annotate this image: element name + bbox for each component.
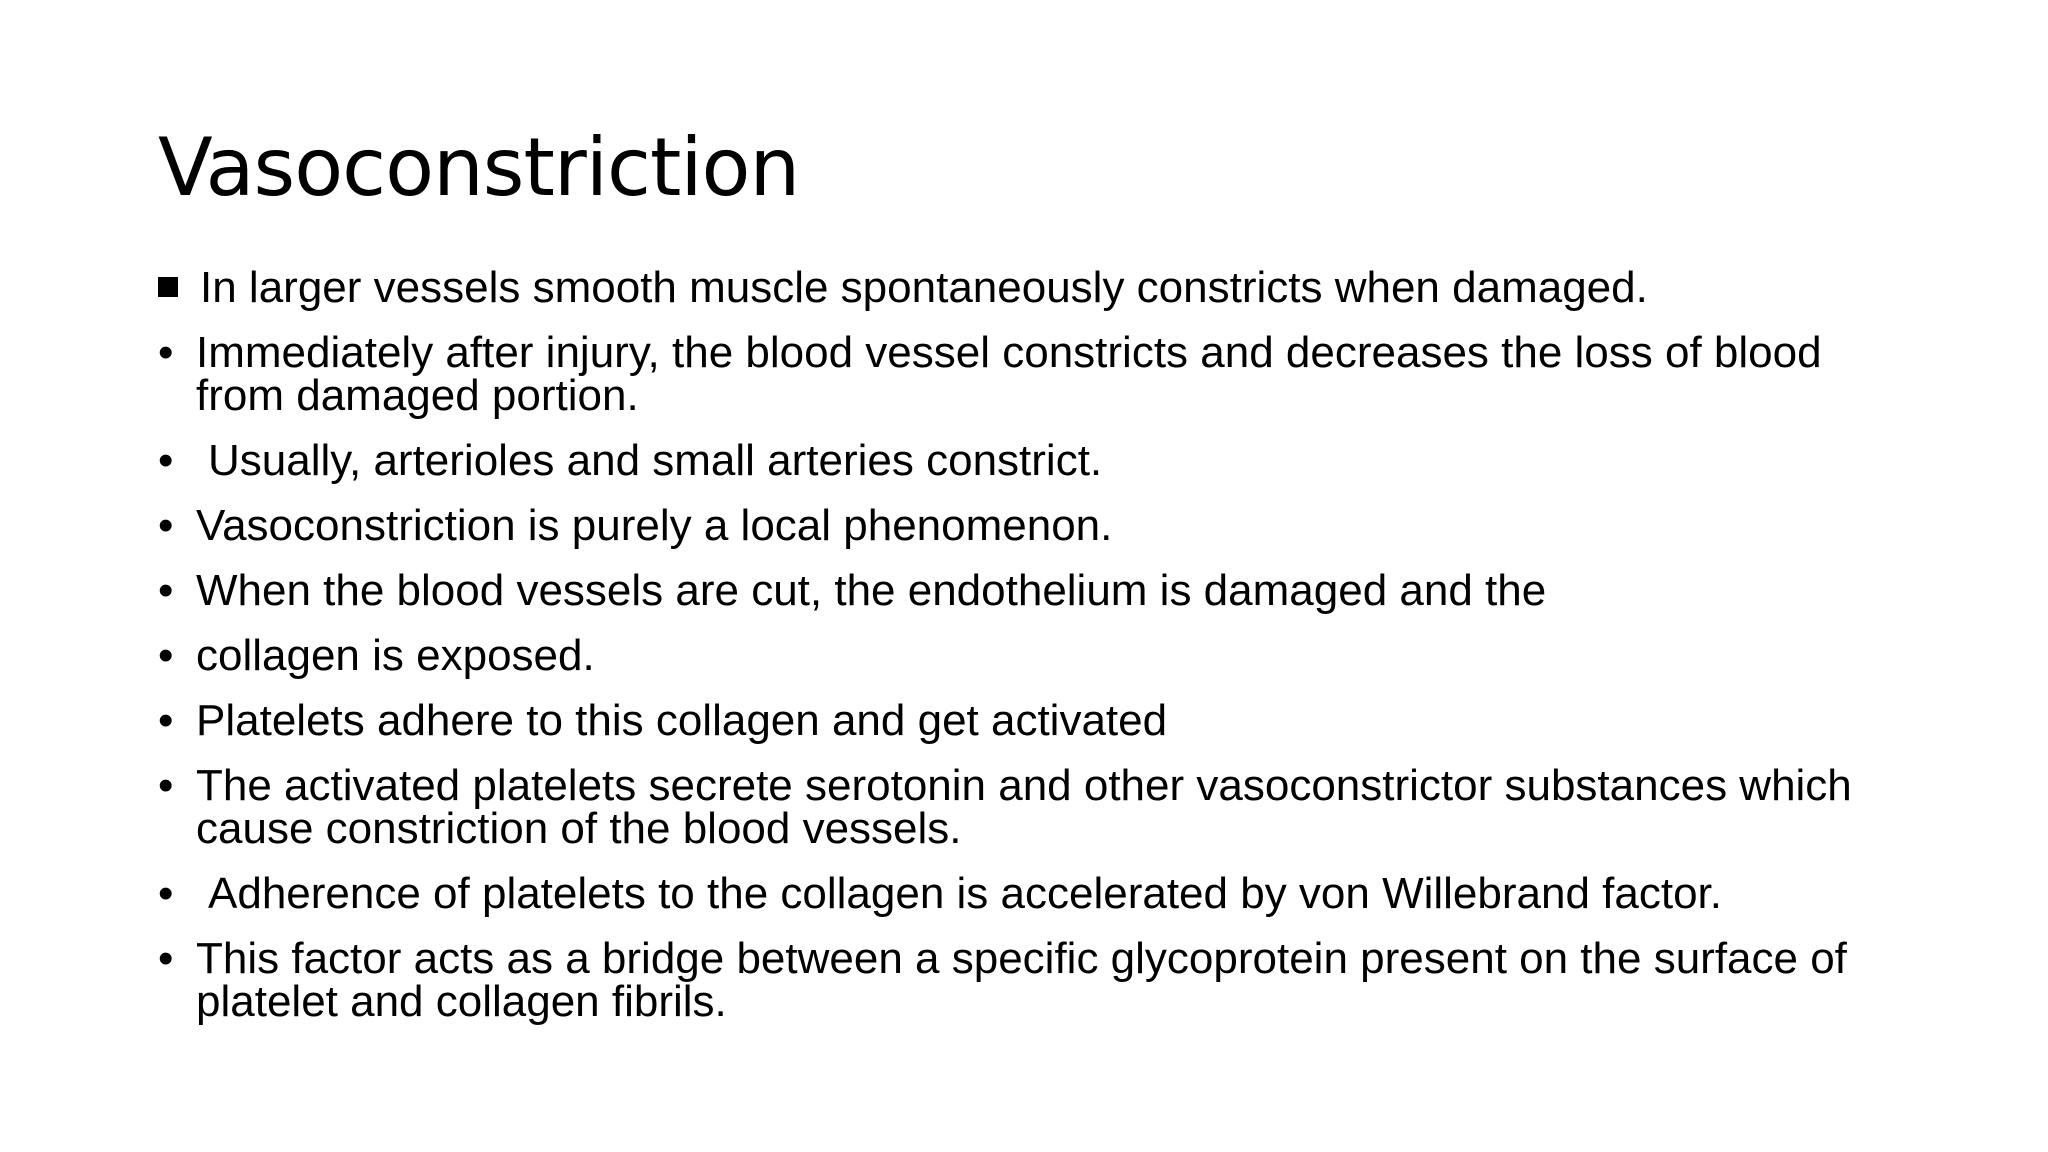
bullet-text: Adherence of platelets to the collagen is accelerated by von Willebrand factor. xyxy=(208,869,1723,918)
dot-bullet-icon: • xyxy=(158,631,174,680)
bullet-text: This factor acts as a bridge between a specific glycoprotein present on the surface of platelet and collagen fibrils. xyxy=(196,934,1847,1026)
bullet-item xyxy=(158,501,1878,550)
bullet-text: Platelets adhere to this collagen and get activated xyxy=(196,696,1168,745)
dot-bullet-icon: • xyxy=(158,566,174,615)
bullet-item xyxy=(158,566,1878,615)
dot-bullet-icon: • xyxy=(158,869,174,918)
bullet-item xyxy=(158,631,1878,680)
bullet-item xyxy=(158,263,1878,312)
bullet-text: collagen is exposed. xyxy=(196,631,595,680)
bullet-item xyxy=(158,436,1878,485)
bullet-text: Vasoconstriction is purely a local phenomenon. xyxy=(196,501,1113,550)
square-bullet-icon xyxy=(158,266,200,309)
bullet-text: When the blood vessels are cut, the endothelium is damaged and the xyxy=(196,566,1547,615)
dot-bullet-icon: • xyxy=(158,501,174,550)
dot-bullet-icon: • xyxy=(158,761,174,810)
bullet-item xyxy=(158,696,1878,745)
bullet-item xyxy=(158,761,1878,853)
dot-bullet-icon: • xyxy=(158,328,174,377)
bullet-text: In larger vessels smooth muscle spontaneously constricts when damaged. xyxy=(200,263,1648,312)
bullet-item xyxy=(158,328,1878,420)
slide-title: Vasoconstriction xyxy=(158,121,800,214)
bullet-item xyxy=(158,869,1878,918)
bullet-text: The activated platelets secrete serotonin and other vasoconstrictor substances which cause constriction of the blood vessels. xyxy=(196,761,1852,853)
bullet-item xyxy=(158,934,1878,1026)
dot-bullet-icon: • xyxy=(158,696,174,745)
bullet-text: Usually, arterioles and small arteries constrict. xyxy=(208,436,1103,485)
dot-bullet-icon: • xyxy=(158,934,174,983)
bullet-list xyxy=(158,263,1878,1045)
dot-bullet-icon: • xyxy=(158,436,174,485)
bullet-text: Immediately after injury, the blood vessel constricts and decreases the loss of blood from damaged portion. xyxy=(196,328,1822,420)
